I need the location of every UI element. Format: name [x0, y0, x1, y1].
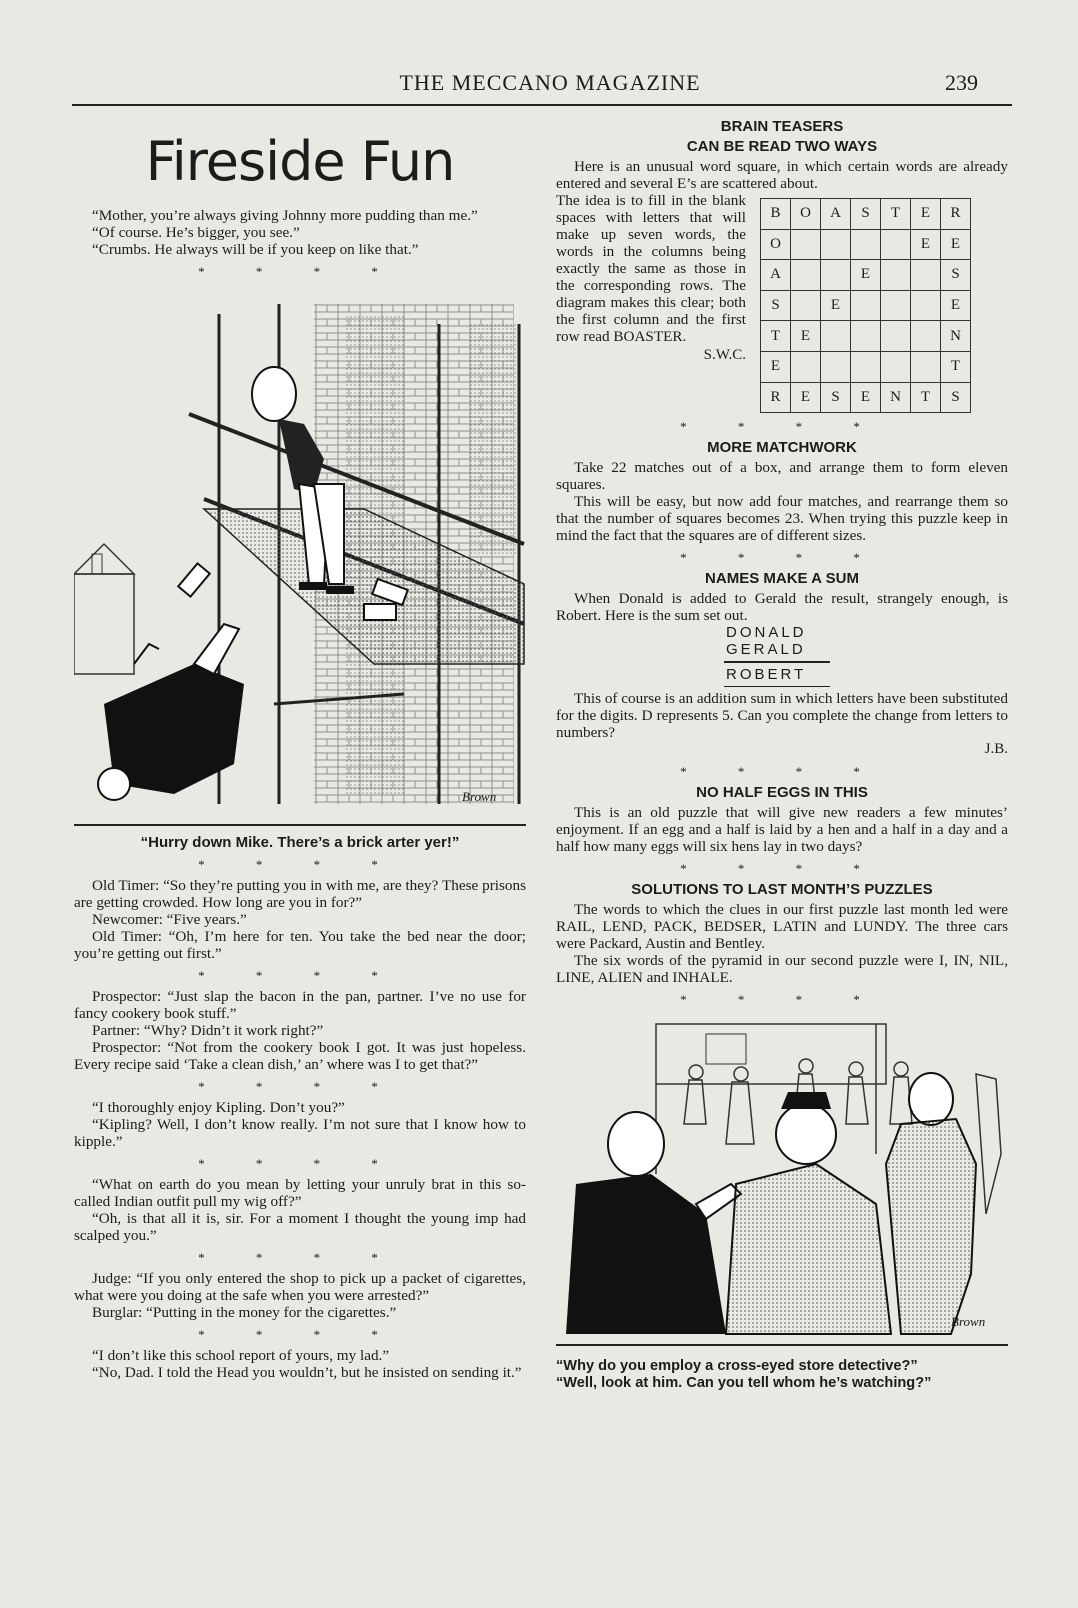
word-square-cell — [821, 260, 851, 291]
separator-stars: * * * * — [198, 264, 402, 279]
separator-stars: * * * * — [198, 1250, 402, 1265]
joke-line: Newcomer: “Five years.” — [92, 911, 247, 928]
word-square-cell — [881, 321, 911, 352]
puzzle-signature: S.W.C. — [703, 347, 746, 363]
word-square-row — [761, 321, 971, 352]
word-square-cell: O — [761, 229, 791, 260]
header-rule — [72, 104, 1012, 106]
joke-3 — [74, 988, 526, 1073]
separator-stars: * * * * — [680, 419, 884, 435]
separator-stars: * * * * — [680, 764, 884, 780]
joke-line: “I don’t like this school report of yours, my lad.” — [92, 1347, 390, 1364]
separator-stars: * * * * — [680, 861, 884, 877]
word-square-cell — [791, 351, 821, 382]
puzzle-text: This will be easy, but now add four matches, and rearrange them so that the number of squares becomes 23. When trying this puzzle keep in mind the fact that the squares are of different sizes. — [556, 493, 1008, 545]
puzzle-title: SOLUTIONS TO LAST MONTH’S PUZZLES — [631, 881, 933, 899]
puzzle-title: NO HALF EGGS IN THIS — [696, 784, 868, 802]
word-square-cell: A — [761, 260, 791, 291]
word-square-cell: B — [761, 199, 791, 230]
separator-stars: * * * * — [198, 1327, 402, 1342]
word-square-cell — [791, 290, 821, 321]
joke-line: Old Timer: “Oh, I’m here for ten. You take the bed near the door; you’re getting out first.” — [74, 928, 526, 962]
scaffold-cartoon-drawing — [74, 284, 526, 824]
sum-rule — [724, 686, 830, 688]
word-square-cell: E — [911, 199, 941, 230]
separator-stars: * * * * — [198, 1156, 402, 1171]
word-square-cell — [791, 229, 821, 260]
page-number: 239 — [945, 70, 978, 95]
puzzle-text: When Donald is added to Gerald the result, strangely enough, is Robert. Here is the sum set out. — [556, 590, 1008, 625]
cartoon-caption: “Hurry down Mike. There’s a brick arter yer!” — [140, 834, 460, 851]
joke-line: “Kipling? Well, I don’t know really. I’m not sure that I know how to kipple.” — [74, 1116, 526, 1150]
word-square-row — [761, 260, 971, 291]
word-square-cell: E — [941, 229, 971, 260]
joke-5 — [74, 1176, 526, 1244]
puzzle-text: This of course is an addition sum in which letters have been substituted for the digits. D represents 5. Can you complete the change from letters to numbers? — [556, 690, 1008, 742]
right-column — [556, 116, 1008, 1392]
page-title: Fireside Fun — [145, 130, 455, 193]
word-square-cell: E — [851, 382, 881, 413]
puzzle-title: CAN BE READ TWO WAYS — [686, 138, 878, 155]
word-square-cell: R — [941, 199, 971, 230]
separator-stars: * * * * — [198, 968, 402, 983]
joke-4 — [74, 1099, 526, 1150]
word-square-cell: O — [791, 199, 821, 230]
word-square-cell: T — [941, 351, 971, 382]
word-square-cell — [911, 351, 941, 382]
word-square-cell: S — [941, 260, 971, 291]
word-square-cell: E — [941, 290, 971, 321]
store-cartoon-drawing — [556, 1014, 1008, 1344]
word-square-cell: S — [851, 199, 881, 230]
puzzle-text: The idea is to fill in the blank spaces with letters that will make up seven words, the words in the columns being exactly the same as those in the corresponding rows. The diagram makes this clear; both the first column and the first row read BOASTER. — [556, 192, 746, 345]
word-square-cell: T — [881, 199, 911, 230]
caption-line: “Well, look at him. Can you tell whom he’s watching?” — [556, 1375, 932, 1392]
word-square-cell: E — [821, 290, 851, 321]
word-square-cell — [881, 260, 911, 291]
joke-line: “I thoroughly enjoy Kipling. Don’t you?” — [92, 1099, 345, 1116]
scaffold-cartoon — [74, 284, 526, 826]
joke-line: Old Timer: “So they’re putting you in with me, are they? These prisons are getting crowded. How long are you in for?” — [74, 877, 526, 911]
joke-line: Burglar: “Putting in the money for the cigarettes.” — [92, 1304, 397, 1321]
word-square-row — [761, 229, 971, 260]
word-square-cell — [851, 351, 881, 382]
separator-stars: * * * * — [680, 992, 884, 1008]
word-square-text — [556, 192, 746, 413]
word-square-cell: E — [791, 321, 821, 352]
word-square-cell — [791, 260, 821, 291]
word-square-cell: T — [911, 382, 941, 413]
word-square-cell: E — [911, 229, 941, 260]
section-title: BRAIN TEASERS — [720, 118, 844, 135]
joke-line: “Of course. He’s bigger, you see.” — [92, 224, 300, 241]
joke-line: “Crumbs. He always will be if you keep on like that.” — [92, 241, 419, 258]
store-cartoon-caption — [556, 1358, 1008, 1392]
puzzle-text: This is an old puzzle that will give new readers a few minutes’ enjoyment. If an egg and a half is laid by a hen and a half in a day and a half how many eggs will six hens lay in two days? — [556, 804, 1008, 856]
word-square-row — [761, 382, 971, 413]
word-square-cell — [821, 351, 851, 382]
puzzle-text: The six words of the pyramid in our second puzzle were I, IN, NIL, LINE, ALIEN and INHALE. — [556, 952, 1008, 987]
puzzle-text: Here is an unusual word square, in which certain words are already entered and several E’s are scattered about. — [556, 158, 1008, 192]
joke-line: “Oh, is that all it is, sir. For a moment I thought the young imp had scalped you.” — [74, 1210, 526, 1244]
word-square-block — [556, 192, 1008, 413]
joke-2 — [74, 877, 526, 962]
word-square-cell: R — [761, 382, 791, 413]
left-column — [74, 112, 526, 1381]
joke-line: Prospector: “Just slap the bacon in the pan, partner. I’ve no use for fancy cookery book stuff.” — [74, 988, 526, 1022]
word-square-grid — [760, 198, 971, 413]
word-square-cell: S — [821, 382, 851, 413]
joke-6 — [74, 1270, 526, 1321]
puzzle-title: NAMES MAKE A SUM — [705, 570, 859, 588]
word-square-cell: E — [761, 351, 791, 382]
puzzle-title: MORE MATCHWORK — [707, 439, 857, 457]
joke-7 — [74, 1347, 526, 1381]
word-square-cell: A — [821, 199, 851, 230]
word-square-cell — [851, 229, 881, 260]
word-square-cell — [911, 260, 941, 291]
word-square-cell: S — [761, 290, 791, 321]
word-square-cell — [821, 321, 851, 352]
word-square-cell — [881, 229, 911, 260]
word-square-cell: N — [881, 382, 911, 413]
running-header: THE MECCANO MAGAZINE — [399, 70, 701, 95]
word-square-cell: E — [791, 382, 821, 413]
cartoon-signature: Brown — [951, 1314, 986, 1330]
word-square-cell — [911, 321, 941, 352]
puzzle-text: Take 22 matches out of a box, and arrange them to form eleven squares. — [556, 459, 1008, 494]
caption-line: “Why do you employ a cross-eyed store detective?” — [556, 1358, 918, 1375]
word-square-cell — [851, 290, 881, 321]
joke-line: Partner: “Why? Didn’t it work right?” — [92, 1022, 324, 1039]
word-square-row — [761, 351, 971, 382]
joke-1 — [74, 207, 526, 258]
word-square-cell — [821, 229, 851, 260]
sum-rule — [724, 661, 830, 663]
joke-line: “What on earth do you mean by letting your unruly brat in this so-called Indian outfit pull my wig off?” — [74, 1176, 526, 1210]
joke-line: Prospector: “Not from the cookery book I got. It was just hopeless. Every recipe said ‘Take a clean dish,’ an’ where was I to get that?” — [74, 1039, 526, 1073]
word-square-row — [761, 199, 971, 230]
store-cartoon — [556, 1014, 1008, 1346]
cartoon-signature: Brown — [462, 789, 497, 804]
word-square-cell — [911, 290, 941, 321]
word-square-cell: E — [851, 260, 881, 291]
sum-result: ROBERT — [726, 665, 807, 683]
word-square-cell: T — [761, 321, 791, 352]
sum-line: GERALD — [726, 641, 806, 659]
word-square-row — [761, 290, 971, 321]
puzzle-signature: J.B. — [984, 741, 1008, 758]
joke-line: Judge: “If you only entered the shop to pick up a packet of cigarettes, what were you doing at the safe when you were arrested?” — [74, 1270, 526, 1304]
word-square-cell: N — [941, 321, 971, 352]
separator-stars: * * * * — [198, 857, 402, 872]
joke-line: “Mother, you’re always giving Johnny more pudding than me.” — [92, 207, 478, 224]
puzzle-text: The words to which the clues in our first puzzle last month led were RAIL, LEND, PACK, BEDSER, LATIN and LUNDY. The three cars were Packard, Austin and Bentley. — [556, 901, 1008, 953]
separator-stars: * * * * — [680, 550, 884, 566]
joke-line: “No, Dad. I told the Head you wouldn’t, but he insisted on sending it.” — [92, 1364, 522, 1381]
word-square-cell — [881, 290, 911, 321]
word-square-cell — [851, 321, 881, 352]
separator-stars: * * * * — [198, 1079, 402, 1094]
sum-line: DONALD — [726, 624, 807, 642]
word-square-cell: S — [941, 382, 971, 413]
word-square-cell — [881, 351, 911, 382]
